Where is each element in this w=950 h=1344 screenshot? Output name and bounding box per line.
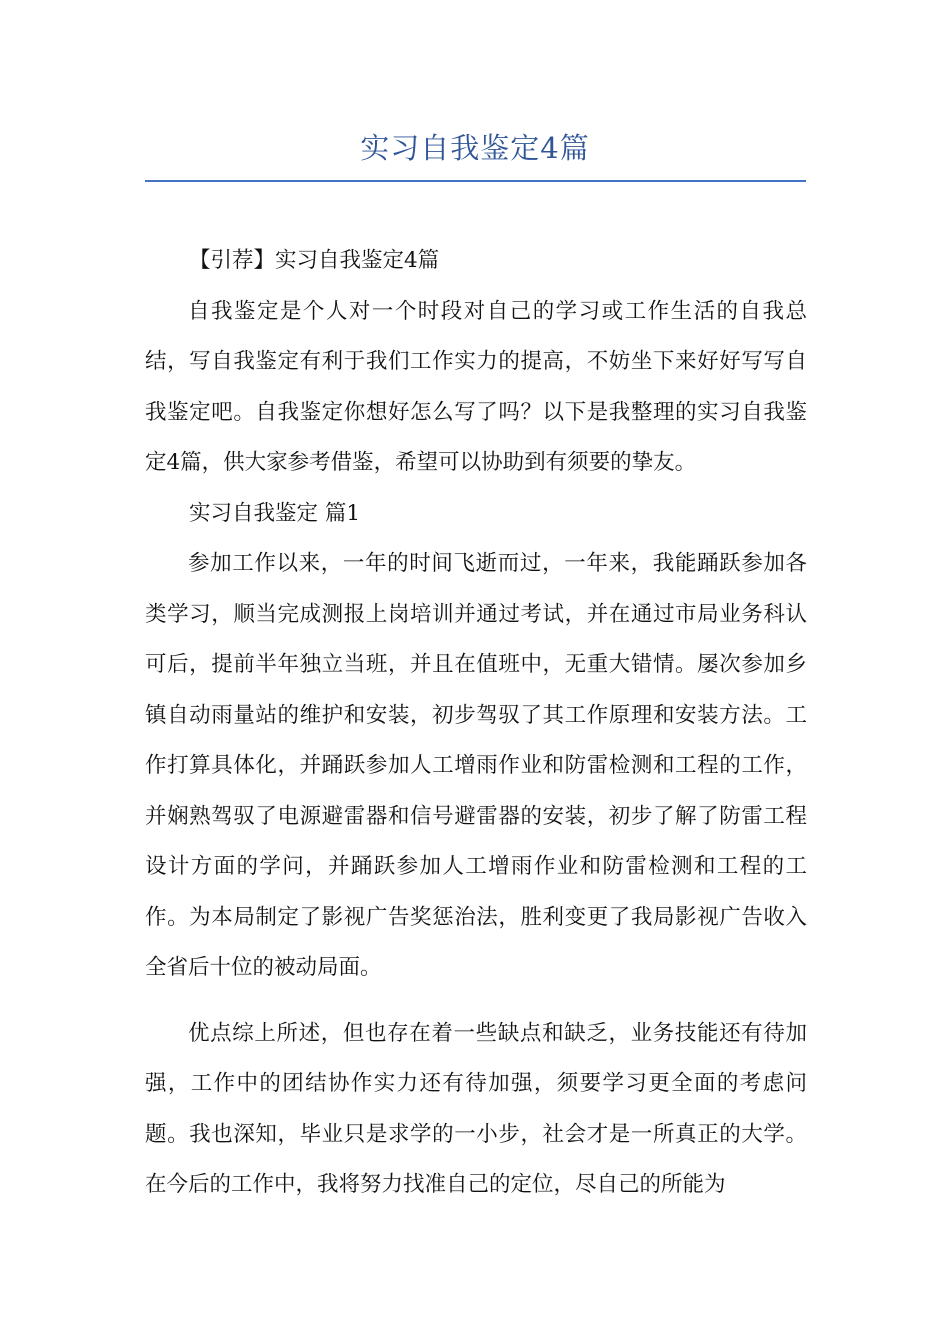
title-underline [145, 180, 806, 182]
document-title: 实习自我鉴定4篇 [360, 131, 590, 165]
body-paragraph: 参加工作以来，一年的时间飞逝而过，一年来，我能踊跃参加各类学习，顺当完成测报上岗培训并通过考试，并在通过市局业务科认可后，提前半年独立当班，并且在值班中，无重大错情。屡次参加乡镇自动雨量站的维护和安装，初步驾驭了其工作原理和安装方法。工作打算具体化，并踊跃参加人工增雨作业和防雷检测和工程的工作，并娴熟驾驭了电源避雷器和信号避雷器的安装，初步了解了防雷工程设计方面的学问，并踊跃参加人工增雨作业和防雷检测和工程的工作。为本局制定了影视广告奖惩治法，胜利变更了我局影视广告收入全省后十位的被动局面。 [145, 551, 807, 980]
intro-line: 【引荐】实习自我鉴定4篇 [189, 248, 440, 273]
document-body [145, 236, 807, 1211]
section-heading: 实习自我鉴定 篇1 [189, 500, 361, 526]
body-paragraph: 优点综上所述，但也存在着一些缺点和缺乏，业务技能还有待加强，工作中的团结协作实力还有待加强，须要学习更全面的考虑问题。我也深知，毕业只是求学的一小步，社会才是一所真正的大学。在今后的工作中，我将努力找准自己的定位，尽自己的所能为 [145, 1020, 807, 1197]
intro-paragraph: 自我鉴定是个人对一个时段对自己的学习或工作生活的自我总结，写自我鉴定有利于我们工作实力的提高，不妨坐下来好好写写自我鉴定吧。自我鉴定你想好怎么写了吗？以下是我整理的实习自我鉴定4篇，供大家参考借鉴，希望可以协助到有须要的挚友。 [145, 298, 807, 475]
